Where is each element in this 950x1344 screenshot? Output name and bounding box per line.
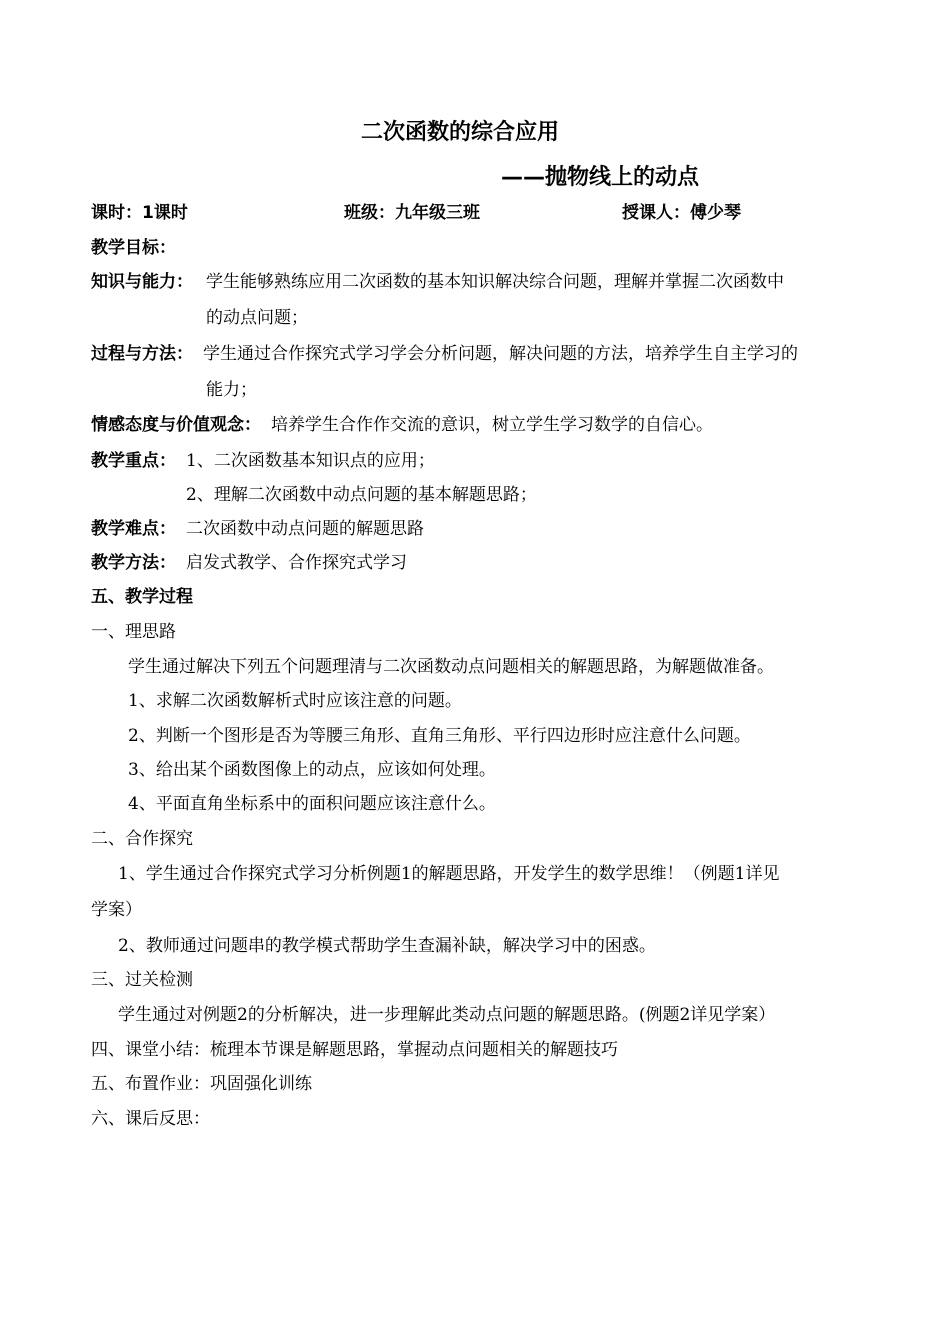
difficulty-text: 二次函数中动点问题的解题思路 [186, 519, 424, 539]
section-5-homework: 五、布置作业：巩固强化训练 [91, 1074, 312, 1094]
method-label: 教学方法： [91, 553, 176, 573]
page-subtitle: ——抛物线上的动点 [501, 165, 700, 190]
key-label: 教学重点： [91, 451, 176, 471]
attitude-label: 情感态度与价值观念： [91, 415, 261, 435]
attitude-text: 培养学生合作作交流的意识，树立学生学习数学的自信心。 [271, 415, 713, 435]
section-4-summary: 四、课堂小结：梳理本节课是解题思路，掌握动点问题相关的解题技巧 [91, 1040, 618, 1060]
key-point-1: 1、二次函数基本知识点的应用； [186, 451, 435, 471]
section-2-item-1-line-1: 1、学生通过合作探究式学习分析例题1的解题思路，开发学生的数学思维！（例题1详见 [118, 864, 780, 884]
knowledge-line-2: 的动点问题； [206, 308, 308, 328]
section-1-intro: 学生通过解决下列五个问题理清与二次函数动点问题相关的解题思路，为解题做准备。 [128, 657, 774, 677]
section-1-item: 1、求解二次函数解析式时应该注意的问题。 [128, 691, 462, 711]
key-point-2: 2、理解二次函数中动点问题的基本解题思路； [186, 485, 537, 505]
info-hours: 课时：1课时 [91, 203, 188, 223]
section-2-heading: 二、合作探究 [91, 829, 193, 849]
section-1-item: 2、判断一个图形是否为等腰三角形、直角三角形、平行四边形时应注意什么问题。 [128, 726, 751, 746]
knowledge-label: 知识与能力： [91, 272, 193, 292]
info-class: 班级：九年级三班 [344, 203, 480, 223]
section-1-heading: 一、理思路 [91, 622, 176, 642]
info-teacher: 授课人：傅少琴 [622, 203, 741, 223]
section-2-item-2: 2、教师通过问题串的教学模式帮助学生查漏补缺，解决学习中的困惑。 [118, 936, 656, 956]
difficulty-label: 教学难点： [91, 519, 176, 539]
process-label: 过程与方法： [91, 344, 193, 364]
section-3-text: 学生通过对例题2的分析解决，进一步理解此类动点问题的解题思路。(例题2详见学案） [118, 1005, 776, 1025]
knowledge-line-1: 学生能够熟练应用二次函数的基本知识解决综合问题，理解并掌握二次函数中 [206, 272, 784, 292]
section-2-item-1-line-2: 学案） [91, 900, 142, 920]
process-line-2: 能力； [206, 380, 257, 400]
teaching-process-heading: 五、教学过程 [91, 587, 193, 607]
page-title: 二次函数的综合应用 [361, 120, 560, 145]
process-line-1: 学生通过合作探究式学习学会分析问题，解决问题的方法，培养学生自主学习的 [203, 344, 798, 364]
method-text: 启发式教学、合作探究式学习 [186, 553, 407, 573]
section-3-heading: 三、过关检测 [91, 970, 193, 990]
section-6-reflection: 六、课后反思： [91, 1109, 210, 1129]
section-1-item: 3、给出某个函数图像上的动点，应该如何处理。 [128, 760, 496, 780]
goals-heading: 教学目标： [91, 238, 176, 258]
section-1-item: 4、平面直角坐标系中的面积问题应该注意什么。 [128, 794, 496, 814]
